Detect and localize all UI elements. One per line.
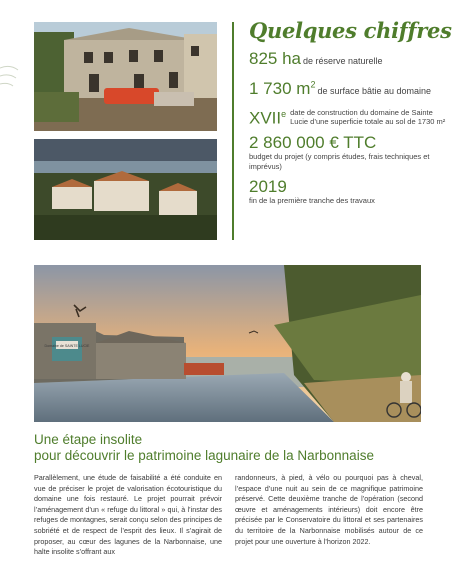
- stat-value: XVIIe: [249, 108, 287, 128]
- stat-value: 2 860 000 € TTC: [249, 133, 377, 153]
- stat-works-end: [249, 177, 449, 206]
- key-figures-panel: [249, 18, 452, 212]
- divider-rule: [232, 22, 234, 240]
- stat-value: 1 730 $m^2$: [249, 78, 316, 98]
- illustration-lagoon-canal: [34, 265, 421, 422]
- stat-value: 825 ha: [249, 49, 301, 68]
- photo-domain-aerial: [34, 139, 217, 240]
- photo-ruined-building: [34, 22, 217, 131]
- illustration-sign: Domaine de SAINTE LUCIE: [44, 344, 90, 348]
- margin-ornament: [0, 60, 22, 90]
- stat-desc: fin de la première tranche des travaux: [249, 196, 375, 206]
- section-title: Une étape insolite pour découvrir le patrimoine lagunaire de la Narbonnaise: [34, 432, 374, 463]
- stat-reserve: [249, 49, 449, 69]
- stat-desc: budget du projet (y compris études, frais techniques et imprévus): [249, 152, 430, 171]
- stat-value: 2019: [249, 177, 287, 197]
- body-text-left: Parallèlement, une étude de faisabilité a été conduite en vue de préciser le projet de valorisation écotouristique du domaine une fois restauré. Le projet pourrait prévoir l’aménagement d’un « refuge du littoral » qui, à l’instar des refuges de montagnes, serait conçu selon des principes de sobriété et de respect de l’esprit des lieux. Il s’agirait de proposer, au cœur des lagunes de la Narbonnaise, une halte insolite s’offrant aux: [34, 473, 222, 557]
- body-text-right: randonneurs, à pied, à vélo ou pourquoi pas à cheval, l’espace d’une nuit au sein de ce magnifique patrimoine préservé. Cette deuxième tranche de l’opération (second œuvre et aménagements intérieurs) doit encore être précisée par le Conservatoire du littoral et ses partenaires du territoire de la Narbonnaise mobilisés autour de ce projet pour une ouverture à l’horizon 2022.: [235, 473, 423, 546]
- stat-unit: de réserve naturelle: [303, 56, 383, 66]
- stat-built-surface: [249, 75, 449, 99]
- stat-unit: de surface bâtie au domaine: [317, 85, 432, 96]
- key-figures-heading: Quelques chiffres: [249, 18, 452, 43]
- stat-construction-date: [249, 105, 449, 128]
- stat-desc: date de construction du domaine de Sainte Lucie d’une superficie totale au sol de 1730 m²: [290, 107, 446, 127]
- stat-budget: [249, 133, 449, 171]
